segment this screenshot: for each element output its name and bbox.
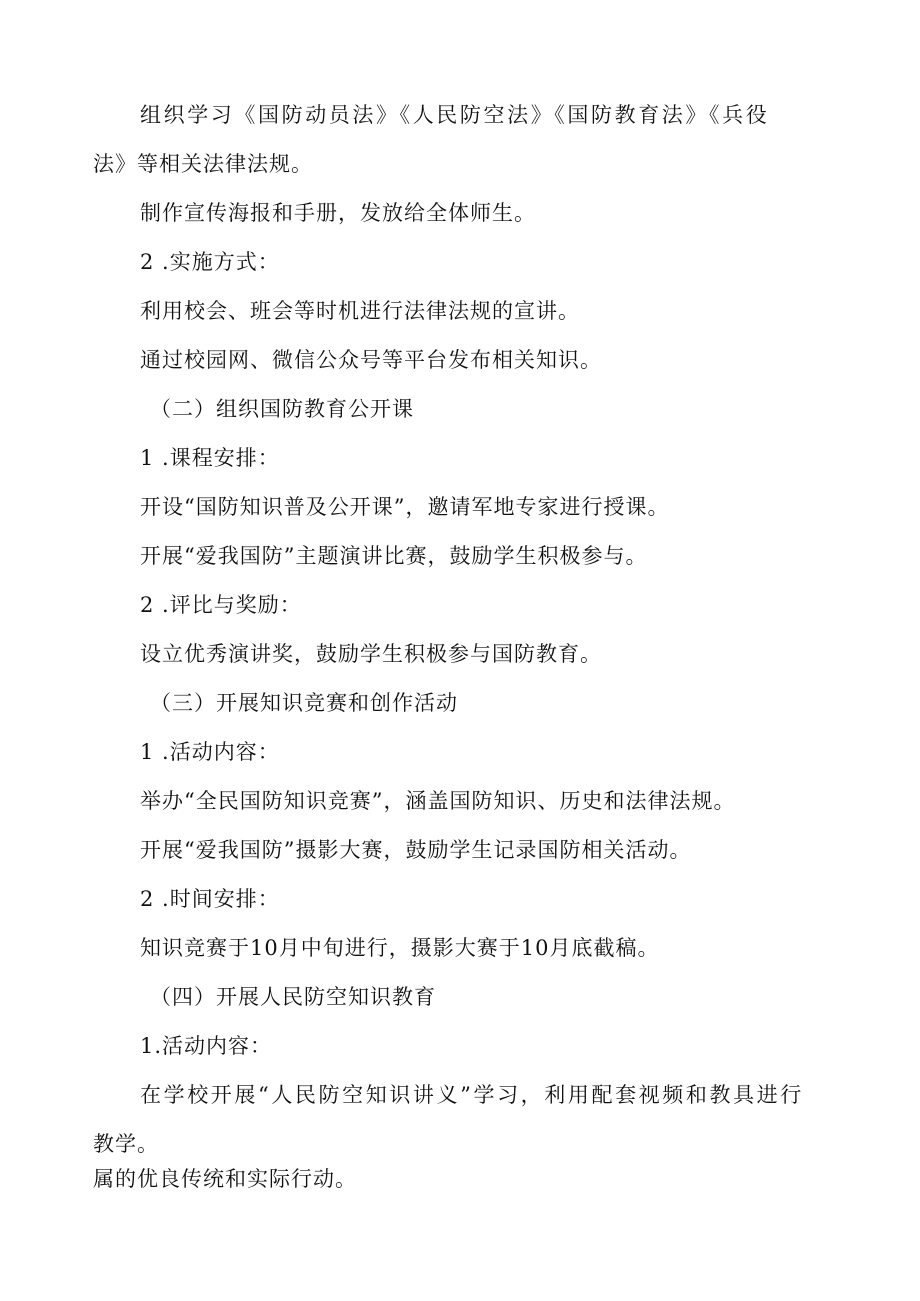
section-heading-4: （四）开展人民防空知识教育: [150, 985, 436, 1009]
heading-schedule: 2 .时间安排：: [140, 887, 280, 911]
paragraph-civil-defense-line1: 在学校开展“人民防空知识讲义”学习，利用配套视频和教具进行: [140, 1083, 804, 1107]
paragraph-schedule-detail: 知识竞赛于10月中旬进行，摄影大赛于10月底截稿。: [140, 936, 660, 960]
section-heading-2: （二）组织国防教育公开课: [150, 397, 414, 421]
paragraph-photo-contest: 开展“爱我国防”摄影大赛，鼓励学生记录国防相关活动。: [140, 838, 692, 862]
section-heading-3: （三）开展知识竞赛和创作活动: [150, 691, 458, 715]
paragraph-online-platforms: 通过校园网、微信公众号等平台发布相关知识。: [140, 348, 602, 372]
paragraph-speech-award: 设立优秀演讲奖，鼓励学生积极参与国防教育。: [140, 642, 602, 666]
paragraph-civil-defense-line2: 教学。: [93, 1132, 159, 1156]
heading-evaluation-awards: 2 .评比与奖励：: [140, 593, 302, 617]
paragraph-open-course: 开设“国防知识普及公开课”，邀请军地专家进行授课。: [140, 495, 670, 519]
heading-activity-content: 1 .活动内容：: [140, 740, 280, 764]
paragraph-study-laws-line2: 法》等相关法律法规。: [93, 152, 313, 176]
heading-implementation: 2 .实施方式：: [140, 250, 280, 274]
paragraph-study-laws-line1: 组织学习《国防动员法》《人民防空法》《国防教育法》《兵役: [140, 103, 770, 127]
heading-activity-content-2: 1.活动内容：: [140, 1034, 273, 1058]
heading-course-arrangement: 1 .课程安排：: [140, 446, 280, 470]
paragraph-school-meetings: 利用校会、班会等时机进行法律法规的宣讲。: [140, 299, 580, 323]
paragraph-knowledge-contest: 举办“全民国防知识竞赛”，涵盖国防知识、历史和法律法规。: [140, 789, 736, 813]
paragraph-fragment: 属的优良传统和实际行动。: [93, 1167, 357, 1191]
paragraph-speech-contest: 开展“爱我国防”主题演讲比赛，鼓励学生积极参与。: [140, 544, 648, 568]
paragraph-posters: 制作宣传海报和手册，发放给全体师生。: [140, 201, 536, 225]
